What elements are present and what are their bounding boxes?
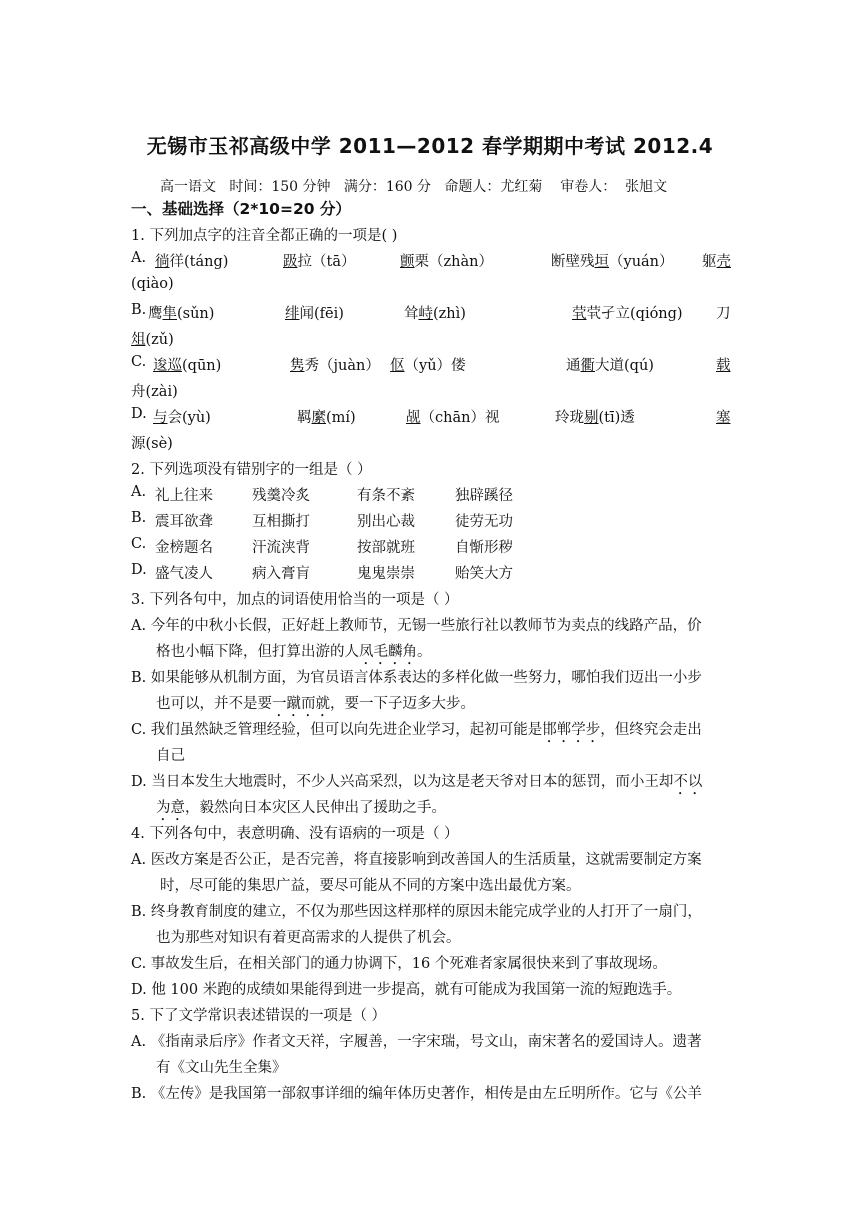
dotted-char: 塞	[716, 410, 731, 426]
dotted-char: 载	[716, 358, 731, 374]
dotted-char: 觇	[406, 410, 421, 426]
dotted-char: 壳	[716, 254, 731, 270]
dotted-char: 俎	[131, 332, 146, 348]
q5-option-a: A. 《指南录后序》作者文天祥，字履善，一字宋瑞，号文山，南宋著名的爱国诗人。遗著	[131, 1034, 702, 1050]
q5-stem: 5. 下了文学常识表述错误的一项是（ ）	[131, 1008, 387, 1024]
q4-option-a: A. 医改方案是否公正，是否完善，将直接影响到改善国人的生活质量，这就需要制定方案	[131, 852, 702, 868]
option-label: A.	[131, 250, 147, 266]
exam-title: 无锡市玉祁高级中学 2011—2012 春学期期中考试 2012.4	[146, 134, 714, 158]
q4-option-c: C. 事故发生后，在相关部门的通力协调下，16 个死难者家属很快来到了事故现场。	[131, 956, 667, 972]
dotted-char: 隽	[290, 358, 305, 374]
dotted-phrase: 一蹴而就	[272, 696, 330, 712]
dotted-char: 茕	[572, 306, 587, 322]
dotted-char: 趿	[283, 254, 298, 270]
q4-option-b: B. 终身教育制度的建立，不仅为那些因这样那样的原因未能完成学业的人打开了一扇门，	[131, 904, 702, 920]
dotted-phrase: 为意	[156, 800, 185, 816]
dotted-char: 与	[153, 410, 168, 426]
section-heading: 一、基础选择（2*10=20 分）	[131, 200, 351, 218]
q4-stem: 4. 下列各句中，表意明确、没有语病的一项是（ ）	[131, 826, 459, 842]
dotted-char: 衢	[580, 358, 595, 374]
q3-option-a: A. 今年的中秋小长假，正好赶上教师节，无锡一些旅行社以教师节为卖点的线路产品，价	[131, 618, 702, 634]
dotted-char: 绯	[285, 306, 300, 322]
dotted-char: 颤	[400, 254, 415, 270]
dotted-char: 徜	[155, 254, 170, 270]
dotted-phrase: 不以	[673, 774, 703, 790]
dotted-char: 縻	[311, 410, 326, 426]
q3-option-d: D. 当日本发生大地震时，不少人兴高采烈，以为这是老天爷对日本的惩罚，而小王却不以	[131, 774, 703, 790]
option-label: B.	[131, 302, 147, 318]
dotted-char: 隼	[162, 306, 177, 322]
q3-stem: 3. 下列各句中，加点的词语使用恰当的一项是（ ）	[131, 592, 459, 608]
q2-stem: 2. 下列选项没有错别字的一组是（ ）	[131, 462, 372, 478]
dotted-char: 伛	[390, 358, 405, 374]
option-label: C.	[131, 354, 147, 370]
dotted-char: 逡	[153, 358, 168, 374]
dotted-phrase: 凤毛麟角	[359, 644, 417, 660]
dotted-phrase: 邯郸学步	[542, 722, 601, 738]
q1-stem: 1. 下列加点字的注音全都正确的一项是( )	[131, 228, 398, 244]
option-label: D.	[131, 406, 147, 422]
exam-meta: 高一语文 时间：150 分钟 满分：160 分 命题人：尤红菊 审卷人： 张旭文	[160, 179, 668, 195]
dotted-char: 垣	[594, 254, 609, 270]
q3-option-b: B. 如果能够从机制方面，为官员语言体系表达的多样化做一些努力，哪怕我们迈出一小步	[131, 670, 702, 686]
dotted-char: 剔	[584, 410, 599, 426]
dotted-char: 巡	[167, 358, 182, 374]
q3-option-c: C. 我们虽然缺乏管理经验，但可以向先进企业学习，起初可能是邯郸学步，但终究会走出	[131, 722, 702, 738]
dotted-char: 峙	[418, 306, 433, 322]
document-page: 无锡市玉祁高级中学 2011—2012 春学期期中考试 2012.4 高一语文 时间：150 分钟 满分：160 分 命题人：尤红菊 审卷人： 张旭文 一、基础选择（2*10=20 分） 1. 下列加点字的注音全都正确的一项是( ) A. 徜徉(táng) 趿拉（tā） 颤栗（zhàn） 断壁残垣（yuán） 躯壳 (qiào) B. 鹰隼(sǔn) 绯闻(fēi) 耸峙(zhì) 茕茕孑立(qióng) 刀 俎(zǔ) C. 逡巡(qūn) 隽秀（juàn） 伛（yǔ）偻 通衢大道(qú) 载 舟(zài) D. 与会(yù) 羁縻(mí) 觇（chān）视 玲珑剔(tī)透 塞 源(sè) 2. 下列选项没有错别字的一组是（ ） A. 礼上往来 残羹冷炙 有条不紊 独辟蹊径 B. 震耳欲聋 互相撕打 别出心裁 徒劳无功 C. 金榜题名 汗流浃背 按部就班 自惭形秽 D. 盛气凌人 病入膏肓 鬼鬼崇崇 贻笑大方 3. 下列各句中，加点的词语使用恰当的一项是（ ） A. 今年的中秋小长假，正好赶上教师节，无锡一些旅行社以教师节为卖点的线路产品，价 格也小幅下降，但打算出游的人凤毛麟角。 B. 如果能够从机制方面，为官员语言体系表达的多样化做一些努力，哪怕我们迈出一小步 也可以，并不是要一蹴而就，要一下子迈多大步。 C. 我们虽然缺乏管理经验，但可以向先进企业学习，起初可能是邯郸学步，但终究会走出 自己 D. 当日本发生大地震时，不少人兴高采烈，以为这是老天爷对日本的惩罚，而小王却不以 为意，毅然向日本灾区人民伸出了援助之手。 4. 下列各句中，表意明确、没有语病的一项是（ ） A. 医改方案是否公正，是否完善，将直接影响到改善国人的生活质量，这就需要制定方案 时，尽可能的集思广益，要尽可能从不同的方案中选出最优方案。 B. 终身教育制度的建立，不仅为那些因这样那样的原因未能完成学业的人打开了一扇门， 也为那些对知识有着更高需求的人提供了机会。 C. 事故发生后，在相关部门的通力协调下，16 个死难者家属很快来到了事故现场。 D. 他 100 米跑的成绩如果能得到进一步提高，就有可能成为我国第一流的短跑选手。 5. 下了文学常识表述错误的一项是（ ） A. 《指南录后序》作者文天祥，字履善，一字宋瑞，号文山，南宋著名的爱国诗人。遗著 有《文山先生全集》 B. 《左传》是我国第一部叙事详细的编年体历史著作，相传是由左丘明所作。它与《公羊	[0, 0, 860, 1216]
q5-option-b: B. 《左传》是我国第一部叙事详细的编年体历史著作，相传是由左丘明所作。它与《公羊	[131, 1086, 702, 1102]
q4-option-d: D. 他 100 米跑的成绩如果能得到进一步提高，就有可能成为我国第一流的短跑选手。	[131, 982, 682, 998]
